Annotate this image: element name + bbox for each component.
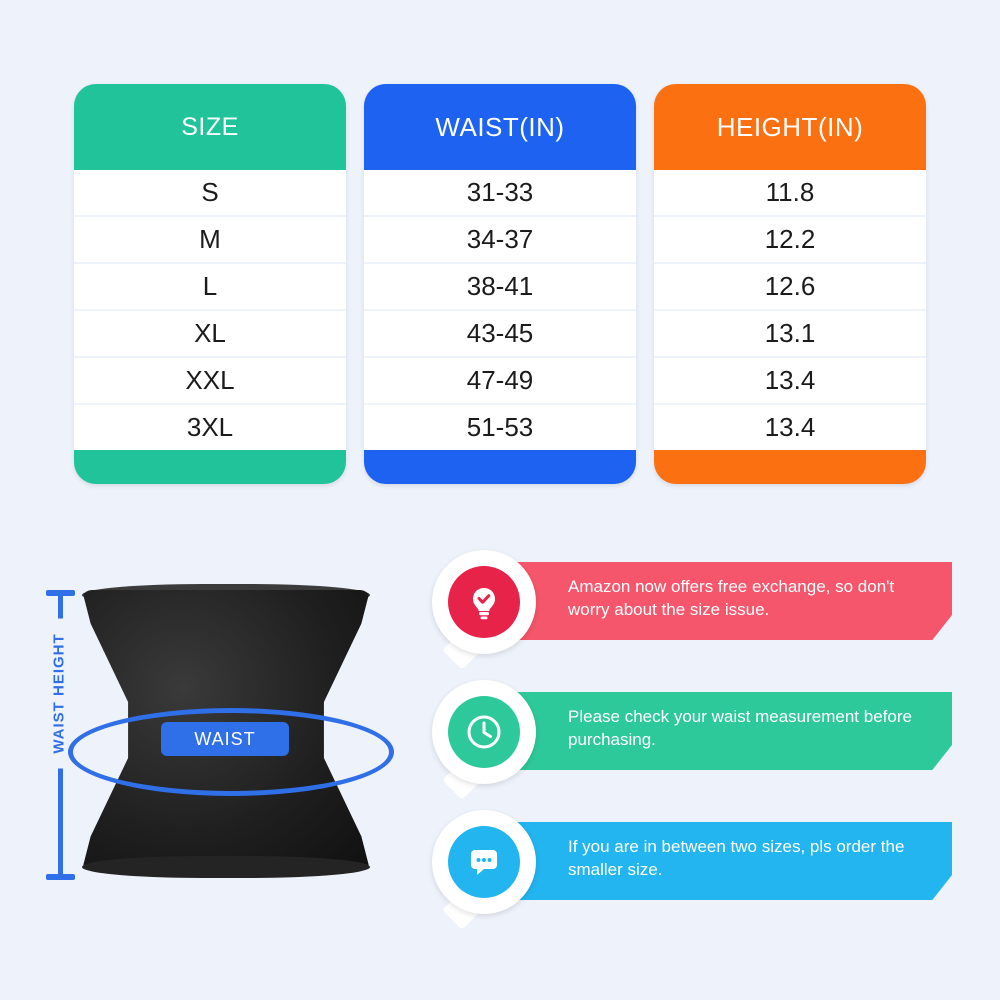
note-item [432, 562, 952, 640]
table-cell: XXL [74, 358, 346, 405]
product-illustration [20, 560, 430, 980]
table-cell: 13.4 [654, 358, 926, 405]
table-cell: 51-53 [364, 405, 636, 450]
table-cell: L [74, 264, 346, 311]
table-cell: XL [74, 311, 346, 358]
lightbulb-icon [448, 566, 520, 638]
note-badge [432, 550, 536, 654]
note-item [432, 692, 952, 770]
column-header-size: SIZE [181, 112, 239, 141]
note-text: Please check your waist measurement before purchasing. [568, 707, 912, 749]
note-badge [432, 680, 536, 784]
note-badge [432, 810, 536, 914]
table-cell: 38-41 [364, 264, 636, 311]
table-cell: 3XL [74, 405, 346, 450]
table-cell: 13.4 [654, 405, 926, 450]
table-cell: 12.6 [654, 264, 926, 311]
clock-icon [448, 696, 520, 768]
column-body-waist [364, 170, 636, 484]
table-cell: 34-37 [364, 217, 636, 264]
column-header-waist: WAIST(IN) [435, 111, 565, 142]
table-cell: 47-49 [364, 358, 636, 405]
size-chart-table [74, 84, 926, 484]
chat-bubble-icon [448, 826, 520, 898]
note-text: If you are in between two sizes, pls order the smaller size. [568, 837, 905, 879]
ruler-cap-bottom [46, 874, 75, 880]
table-cell: 11.8 [654, 170, 926, 217]
note-item [432, 822, 952, 900]
column-body-height [654, 170, 926, 484]
table-column-size [74, 84, 346, 484]
waist-label: WAIST [161, 722, 289, 756]
table-cell: 31-33 [364, 170, 636, 217]
table-column-height [654, 84, 926, 484]
table-cell: 13.1 [654, 311, 926, 358]
ruler-cap-top [46, 590, 75, 596]
column-body-size [74, 170, 346, 484]
note-text: Amazon now offers free exchange, so don't worry about the size issue. [568, 577, 895, 619]
height-measure-guide [42, 590, 76, 880]
table-cell: M [74, 217, 346, 264]
table-cell: 43-45 [364, 311, 636, 358]
column-header-height: HEIGHT(IN) [716, 111, 864, 142]
table-cell: 12.2 [654, 217, 926, 264]
table-cell: S [74, 170, 346, 217]
waist-height-label: WAIST HEIGHT [48, 619, 71, 769]
table-column-waist [364, 84, 636, 484]
belt-bottom-edge [82, 856, 370, 878]
notes-section [432, 556, 972, 966]
